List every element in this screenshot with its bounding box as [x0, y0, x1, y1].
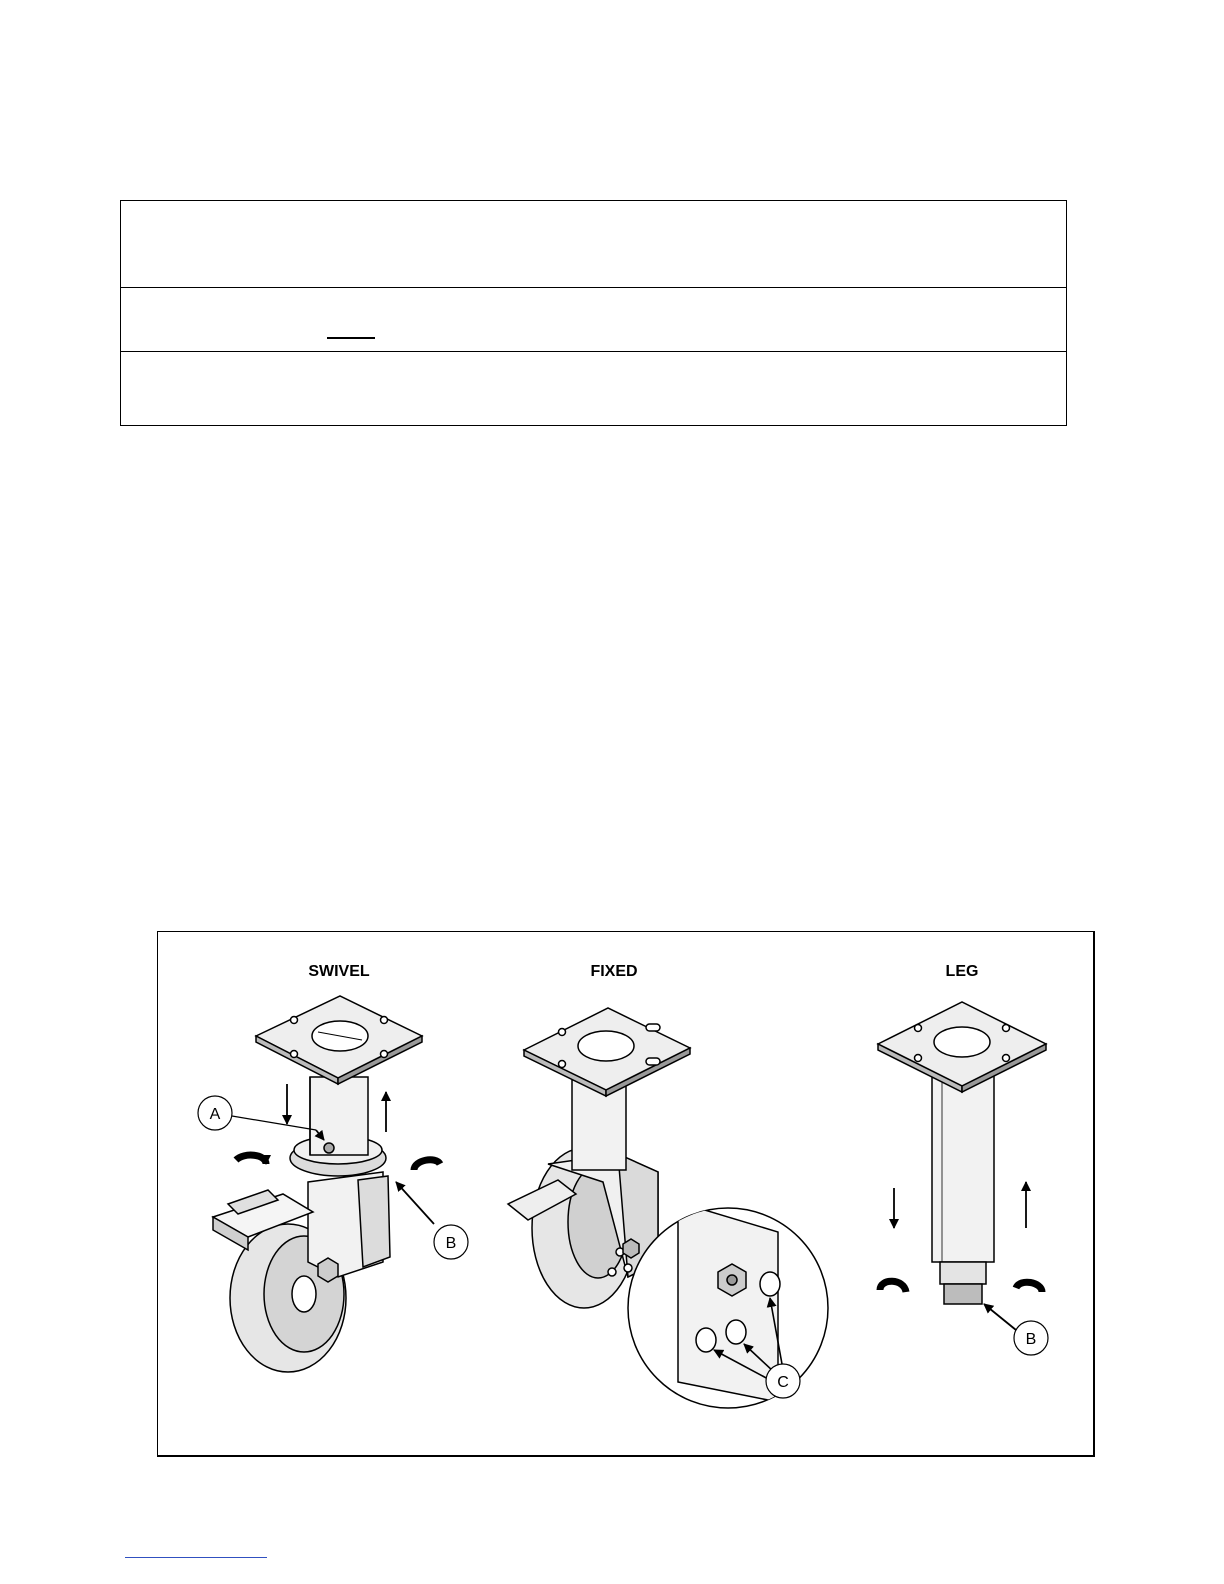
swivel-caster-drawing	[213, 996, 422, 1372]
underline-mark	[327, 337, 375, 339]
leg-drawing	[878, 1002, 1046, 1304]
leg-rotate-left-icon	[880, 1281, 906, 1292]
swivel-rotate-left-icon	[236, 1155, 266, 1164]
notice-row-3	[121, 351, 1066, 425]
notice-table	[120, 200, 1067, 426]
swivel-rotate-right-icon	[414, 1160, 440, 1170]
callout-a-text: A	[209, 1106, 221, 1123]
fixed-label: FIXED	[590, 963, 638, 980]
callout-c-text: C	[777, 1374, 789, 1391]
leg-label: LEG	[945, 963, 979, 980]
leg-rotate-right-icon	[1016, 1282, 1042, 1292]
callout-a	[198, 1096, 316, 1130]
caster-figure	[157, 931, 1095, 1457]
caster-illustration	[158, 932, 1094, 1456]
footer-link-underline[interactable]	[125, 1557, 267, 1558]
swivel-label: SWIVEL	[308, 963, 370, 980]
notice-row-1	[121, 201, 1066, 288]
callout-b-leg	[1014, 1321, 1048, 1355]
callout-b-swivel-text: B	[445, 1235, 457, 1252]
notice-row-2	[121, 287, 1066, 352]
callout-c	[766, 1364, 800, 1398]
callout-b-leg-text: B	[1025, 1331, 1037, 1348]
callout-b-swivel	[434, 1225, 468, 1259]
